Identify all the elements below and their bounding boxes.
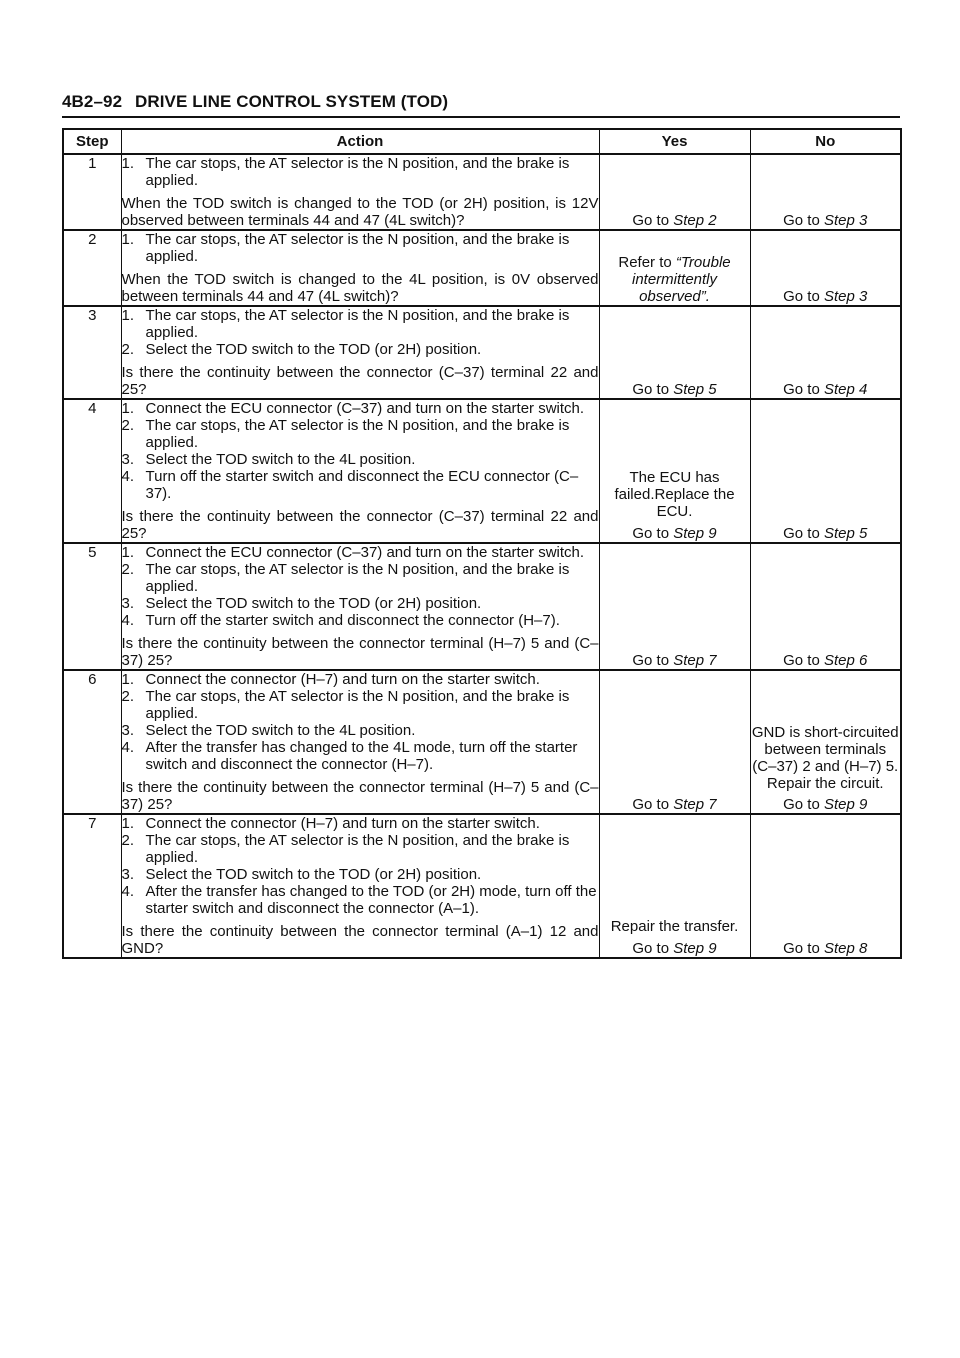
action-item-text: Select the TOD switch to the TOD (or 2H) position. — [145, 341, 482, 358]
action-item — [122, 417, 599, 451]
table-row — [63, 670, 901, 814]
action-item — [122, 739, 599, 773]
no-goto-label: Go to — [783, 796, 820, 813]
yes-result-cell — [599, 399, 750, 543]
action-item-number: 1. — [121, 815, 135, 832]
action-item-text: The car stops, the AT selector is the N position, and the brake is applied. — [145, 561, 570, 595]
no-goto — [751, 940, 901, 957]
action-item-text: Turn off the starter switch and disconnect the ECU connector (C–37). — [145, 468, 579, 502]
action-item-number: 2. — [121, 341, 135, 358]
action-item-text: Connect the connector (H–7) and turn on the starter switch. — [145, 815, 540, 832]
action-item-text: The car stops, the AT selector is the N position, and the brake is applied. — [145, 231, 570, 265]
yes-result-cell — [599, 814, 750, 958]
step-number: 7 — [63, 814, 121, 958]
step-number: 2 — [63, 230, 121, 306]
yes-goto-label: Go to — [632, 381, 670, 398]
action-list — [122, 544, 599, 629]
action-item-text: Select the TOD switch to the TOD (or 2H) position. — [145, 595, 482, 612]
action-item-number: 4. — [121, 883, 135, 900]
no-result-cell — [750, 814, 901, 958]
no-goto-label: Go to — [783, 212, 820, 229]
table-row — [63, 399, 901, 543]
table-header-row — [63, 129, 901, 154]
yes-result-text: Repair the transfer. — [610, 918, 739, 935]
action-item-number: 1. — [121, 544, 135, 561]
action-question: When the TOD switch is changed to the 4L position, is 0V observed between terminals 44 and 47 (4L switch)? — [121, 271, 599, 305]
header-rule — [62, 116, 900, 118]
action-item — [122, 832, 599, 866]
action-item-number: 1. — [121, 400, 135, 417]
action-item-text: Select the TOD switch to the TOD (or 2H) position. — [145, 866, 482, 883]
no-goto-label: Go to — [783, 940, 820, 957]
action-item — [122, 671, 599, 688]
action-cell — [121, 814, 599, 958]
action-item-number: 2. — [121, 832, 135, 849]
yes-goto-label: Go to — [632, 212, 670, 229]
action-cell — [121, 670, 599, 814]
action-cell — [121, 543, 599, 670]
action-item — [122, 866, 599, 883]
no-goto — [751, 212, 901, 229]
no-goto-target: Step 5 — [823, 525, 868, 542]
yes-goto-target: Step 7 — [673, 796, 717, 813]
table-row — [63, 814, 901, 958]
action-item-text: After the transfer has changed to the TOD (or 2H) mode, turn off the starter switch and disconnect the connector (A–1). — [145, 883, 597, 917]
action-item — [122, 231, 599, 265]
action-list — [122, 307, 599, 358]
yes-reference-prefix: Refer to — [618, 254, 672, 271]
yes-result-cell — [599, 543, 750, 670]
step-number: 6 — [63, 670, 121, 814]
action-item-text: The car stops, the AT selector is the N position, and the brake is applied. — [145, 307, 570, 341]
action-item-number: 3. — [121, 722, 135, 739]
action-item-number: 1. — [121, 231, 135, 248]
column-header-yes: Yes — [599, 129, 750, 154]
yes-goto-target: Step 5 — [673, 381, 717, 398]
no-goto-label: Go to — [783, 652, 820, 669]
action-item-number: 3. — [121, 451, 135, 468]
action-item — [122, 595, 599, 612]
action-item — [122, 451, 599, 468]
action-item-text: After the transfer has changed to the 4L mode, turn off the starter switch and disconnect the connector (H–7). — [145, 739, 578, 773]
column-header-no: No — [750, 129, 901, 154]
action-item — [122, 307, 599, 341]
action-question: Is there the continuity between the connector (C–37) terminal 22 and 25? — [121, 508, 599, 542]
yes-goto-label: Go to — [632, 940, 670, 957]
step-number: 5 — [63, 543, 121, 670]
action-item-number: 2. — [121, 417, 135, 434]
no-goto — [751, 381, 901, 398]
action-cell — [121, 154, 599, 230]
action-item — [122, 688, 599, 722]
diagnostic-table — [62, 128, 902, 959]
action-item — [122, 341, 599, 358]
no-goto — [751, 288, 901, 305]
yes-goto — [600, 940, 750, 957]
action-item-text: The car stops, the AT selector is the N position, and the brake is applied. — [145, 417, 570, 451]
yes-result-cell — [599, 230, 750, 306]
action-list — [122, 671, 599, 773]
table-body — [63, 154, 901, 958]
yes-result-cell — [599, 306, 750, 399]
action-item-text: Connect the ECU connector (C–37) and turn on the starter switch. — [145, 544, 585, 561]
action-list — [122, 400, 599, 502]
action-item-number: 3. — [121, 866, 135, 883]
no-goto — [751, 796, 901, 813]
column-header-action: Action — [121, 129, 599, 154]
action-item — [122, 722, 599, 739]
no-goto — [751, 525, 901, 542]
action-list — [122, 155, 599, 189]
yes-goto — [600, 652, 750, 669]
yes-goto — [600, 796, 750, 813]
action-cell — [121, 399, 599, 543]
no-goto-target: Step 8 — [823, 940, 868, 957]
no-goto-target: Step 3 — [823, 288, 868, 305]
action-question: Is there the continuity between the connector terminal (H–7) 5 and (C–37) 25? — [121, 635, 599, 669]
yes-goto-label: Go to — [632, 525, 670, 542]
action-item-text: The car stops, the AT selector is the N position, and the brake is applied. — [145, 688, 570, 722]
action-item-text: Connect the ECU connector (C–37) and turn on the starter switch. — [145, 400, 585, 417]
no-result-cell — [750, 399, 901, 543]
no-goto-target: Step 6 — [823, 652, 868, 669]
action-item-text: Connect the connector (H–7) and turn on the starter switch. — [145, 671, 540, 688]
action-cell — [121, 306, 599, 399]
action-item-number: 2. — [121, 561, 135, 578]
action-item-number: 4. — [121, 468, 135, 485]
yes-goto-target: Step 9 — [673, 940, 717, 957]
table-row — [63, 306, 901, 399]
table-row — [63, 230, 901, 306]
action-item — [122, 883, 599, 917]
yes-reference-title: “Trouble intermittently observed”. — [631, 254, 731, 305]
action-item — [122, 815, 599, 832]
no-goto — [751, 652, 901, 669]
no-goto-label: Go to — [783, 288, 820, 305]
no-result-cell — [750, 670, 901, 814]
action-item-text: Select the TOD switch to the 4L position. — [145, 451, 416, 468]
action-question: Is there the continuity between the connector terminal (A–1) 12 and GND? — [121, 923, 599, 957]
action-list — [122, 815, 599, 917]
step-number: 3 — [63, 306, 121, 399]
yes-result-cell — [599, 670, 750, 814]
step-number: 1 — [63, 154, 121, 230]
action-item-text: The car stops, the AT selector is the N position, and the brake is applied. — [145, 832, 570, 866]
no-result-text: GND is short-circuited between terminals (C–37) 2 and (H–7) 5. Repair the circuit. — [751, 724, 899, 792]
yes-goto-label: Go to — [632, 652, 670, 669]
no-result-cell — [750, 154, 901, 230]
action-item-text: The car stops, the AT selector is the N position, and the brake is applied. — [145, 155, 570, 189]
yes-goto-target: Step 9 — [673, 525, 717, 542]
action-question: Is there the continuity between the connector (C–37) terminal 22 and 25? — [121, 364, 599, 398]
no-goto-label: Go to — [783, 525, 820, 542]
action-item — [122, 468, 599, 502]
action-item-number: 4. — [121, 612, 135, 629]
yes-goto-target: Step 2 — [673, 212, 717, 229]
action-item — [122, 561, 599, 595]
no-goto-target: Step 9 — [823, 796, 868, 813]
action-item-number: 4. — [121, 739, 135, 756]
action-item — [122, 400, 599, 417]
yes-goto — [600, 525, 750, 542]
yes-result-text: The ECU has failed.Replace the ECU. — [614, 469, 735, 520]
table-row — [63, 154, 901, 230]
page-code: 4B2–92 — [62, 92, 123, 111]
yes-goto — [600, 212, 750, 229]
action-cell — [121, 230, 599, 306]
action-item-number: 3. — [121, 595, 135, 612]
yes-goto-label: Go to — [632, 796, 670, 813]
table-row — [63, 543, 901, 670]
action-question: Is there the continuity between the connector terminal (H–7) 5 and (C–37) 25? — [121, 779, 599, 813]
no-goto-label: Go to — [783, 381, 820, 398]
yes-reference — [600, 254, 750, 305]
action-item — [122, 155, 599, 189]
page-header — [62, 93, 900, 110]
action-item-number: 1. — [121, 671, 135, 688]
action-question: When the TOD switch is changed to the TOD (or 2H) position, is 12V observed between terminals 44 and 47 (4L switch)? — [121, 195, 599, 229]
yes-goto — [600, 381, 750, 398]
no-goto-target: Step 4 — [823, 381, 868, 398]
no-result-cell — [750, 230, 901, 306]
page-title: DRIVE LINE CONTROL SYSTEM (TOD) — [134, 92, 449, 111]
step-number: 4 — [63, 399, 121, 543]
no-result-cell — [750, 543, 901, 670]
yes-goto-target: Step 7 — [673, 652, 717, 669]
column-header-step: Step — [63, 129, 121, 154]
action-item-text: Turn off the starter switch and disconnect the connector (H–7). — [145, 612, 560, 629]
action-item-number: 2. — [121, 688, 135, 705]
action-item — [122, 612, 599, 629]
action-item-text: Select the TOD switch to the 4L position. — [145, 722, 416, 739]
no-goto-target: Step 3 — [823, 212, 868, 229]
action-item — [122, 544, 599, 561]
yes-result-cell — [599, 154, 750, 230]
action-item-number: 1. — [121, 155, 135, 172]
action-list — [122, 231, 599, 265]
no-result-cell — [750, 306, 901, 399]
action-item-number: 1. — [121, 307, 135, 324]
